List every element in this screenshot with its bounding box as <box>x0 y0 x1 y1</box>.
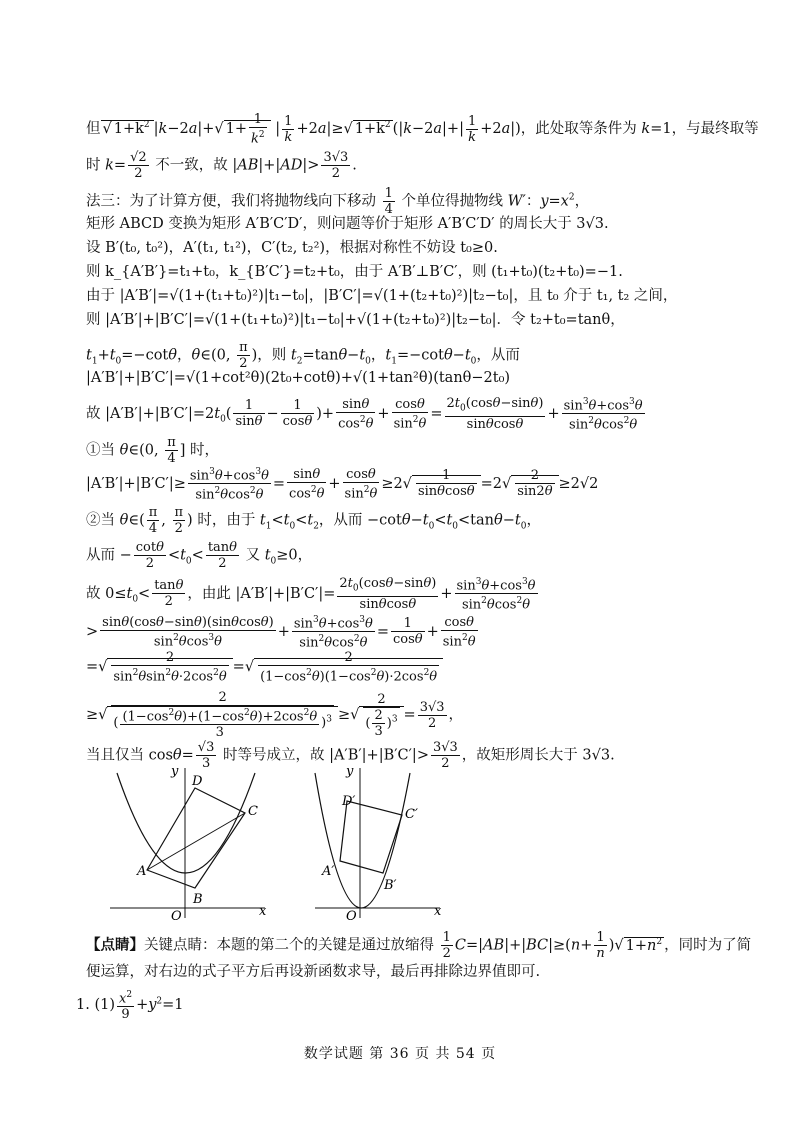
line-7: 由于 |A′B′|=√(1+(t₁+t₀)²)|t₁−t₀|，|B′C′|=√(1+(t₂+t₀)²)|t₂−t₀|，且 t₀ 介于 t₁, t₂ 之间， <box>86 288 678 304</box>
rectangle-a-b-c-d <box>340 801 402 873</box>
label-y: y <box>346 764 354 779</box>
line-10: |A′B′|+|B′C′|=√(1+cot²θ)(2t₀+cotθ)+√(1+tan²θ)(tanθ−2t₀) <box>86 370 511 386</box>
line-1: 但 √ $1+k^2$ |k−2a|+√ 1+ $\frac{1}{k^2}$ | $\frac{1}{k}$ +2a|≥√ $1+k^2$ (|k−2a|+| $\frac{1}{k}$ +2a|)，此处取等条件为 k=1，与最终取等 <box>86 112 759 147</box>
line-16: 故 $0\le t_0<$ $\frac{\tan\theta}{2}$ ，由此 |A′B′|+|B′C′|= $\frac{2t_0(\cos\theta-\sin\theta)}{\sin\theta\cos\theta}$ + $\frac{\sin^3\theta+\cos^3\theta}{\sin^2\theta\cos^2\theta}$ <box>86 575 536 613</box>
label-x: x <box>259 904 267 919</box>
label-a: A′ <box>322 864 335 879</box>
line-23: 1. (1) $\frac{x^2}{9}$ $+y^2=1$ <box>76 990 184 1023</box>
line-6: 则 k_{A′B′}=t₁+t₀，k_{B′C′}=t₂+t₀，由于 A′B′⊥B′C′，则 (t₁+t₀)(t₂+t₀)=−1. <box>86 264 623 280</box>
label-d: D′ <box>342 794 356 809</box>
line-3: 法三：为了计算方便，我们将抛物线向下移动 $\frac{1}{4}$ 个单位得抛物线 W′：$y=x^2$， <box>86 186 590 217</box>
label-o: O <box>171 909 182 923</box>
diagonal <box>147 813 245 870</box>
line-19: ≥√ 2 ( $\frac{(1-\cos^2\theta)+(1-\cos^2\theta)+2\cos^2\theta}{3}$ )$^3$ ≥√ 2 ( $\frac{2}{3}$ )$^3$ = $\frac{3√3}{2}$ ， <box>86 690 464 741</box>
label-b: B <box>193 892 203 907</box>
line-20: 当且仅当 cosθ= $\frac{√3}{3}$ 时等号成立，故 |A′B′|+|B′C′|> $\frac{3√3}{2}$ ，故矩形周长大于 3√3. <box>86 740 615 771</box>
label-a: A <box>137 864 147 879</box>
rectangle-abcd <box>147 788 245 888</box>
line-15: 从而 − $\frac{\cot\theta}{2}$ $<t_0<$ $\frac{\tan\theta}{2}$ 又 $t_0\ge 0$， <box>86 540 313 571</box>
line-14: ②当 θ∈( $\frac{\pi}{4}$ , $\frac{\pi}{2}$ ) 时，由于 $t_1<t_0<t_2$，从而 $-\cot\theta-t_0<t_0<\tan\theta-t_0$， <box>86 505 541 536</box>
line-13: |A′B′|+|B′C′|≥ $\frac{\sin^3\theta+\cos^3\theta}{\sin^2\theta\cos^2\theta}$ = $\frac{\sin\theta}{\cos^2\theta}$ + $\frac{\cos\theta}{\sin^2\theta}$ ≥2√ $\frac{1}{\sin\theta\cos\theta}$ =2√ $\frac{2}{\sin 2\theta}$ ≥2√2 <box>86 466 599 503</box>
line-11: 故 $|A'B'|+|B'C'|=2t_0$( $\frac{1}{\sin\theta}$ − $\frac{1}{\cos\theta}$ )+ $\frac{\sin\theta}{\cos^2\theta}$ + $\frac{\cos\theta}{\sin^2\theta}$ = $\frac{2t_0(\cos\theta-\sin\theta)}{\sin\theta\cos\theta}$ + $\frac{\sin^3\theta+\cos^3\theta}{\sin^2\theta\cos^2\theta}$ <box>86 395 643 433</box>
label-o: O <box>346 909 357 923</box>
label-y: y <box>171 764 179 779</box>
line-21: 【点睛】关键点睛：本题的第二个的关键是通过放缩得 $\frac{1}{2}$ C=|AB|+|BC|≥(n+ $\frac{1}{n}$ )√ $1+n^2$ ，同时为了简 <box>86 930 752 961</box>
parabola <box>117 773 255 873</box>
figure-left <box>105 763 285 923</box>
figure-right <box>310 763 490 923</box>
label-c: C′ <box>405 807 418 822</box>
line-22: 便运算，对右边的式子平方后再设新函数求导，最后再排除边界值即可. <box>86 964 541 980</box>
label-d: D <box>192 774 203 789</box>
line-17: > $\frac{\sin\theta(\cos\theta-\sin\theta)(\sin\theta\cos\theta)}{\sin^2\theta\cos^3\theta}$ + $\frac{\sin^3\theta+\cos^3\theta}{\sin^2\theta\cos^2\theta}$ = $\frac{1}{\cos\theta}$ + $\frac{\cos\theta}{\sin^2\theta}$ <box>86 614 476 651</box>
label-c: C <box>248 804 258 819</box>
line-5: 设 B′(t₀, t₀²)，A′(t₁, t₁²)，C′(t₂, t₂²)，根据对称性不妨设 t₀≥0. <box>86 240 498 256</box>
label-x: x <box>434 904 442 919</box>
line-9: $t_1+t_0=-\cot\theta$，θ∈(0, $\frac{\pi}{2}$ )，则 $t_2=\tan\theta-t_0$，$t_1=-\cot\theta-t_0$，从而 <box>86 340 520 371</box>
page-footer: 数学试题 第 36 页 共 54 页 <box>303 1046 497 1062</box>
line-4: 矩形 ABCD 变换为矩形 A′B′C′D′，则问题等价于矩形 A′B′C′D′ 的周长大于 3√3. <box>86 216 609 232</box>
line-2: 时 k= $\frac{√2}{2}$ 不一致，故 |AB|+|AD|> $\frac{3√3}{2}$ . <box>86 150 357 181</box>
label-b: B′ <box>384 878 397 893</box>
line-12: ①当 θ∈(0, $\frac{\pi}{4}$ ] 时， <box>86 435 220 466</box>
line-8: 则 |A′B′|+|B′C′|=√(1+(t₁+t₀)²)|t₁−t₀|+√(1+(t₂+t₀)²)|t₂−t₀|．令 t₂+t₀=tanθ， <box>86 312 625 328</box>
line-18: =√ $\frac{2}{\sin^2\theta\sin^2\theta\cdot 2\cos^2\theta}$ =√ $\frac{2}{(1-\cos^2\theta)(1-\cos^2\theta)\cdot 2\cos^2\theta}$ <box>86 650 443 684</box>
